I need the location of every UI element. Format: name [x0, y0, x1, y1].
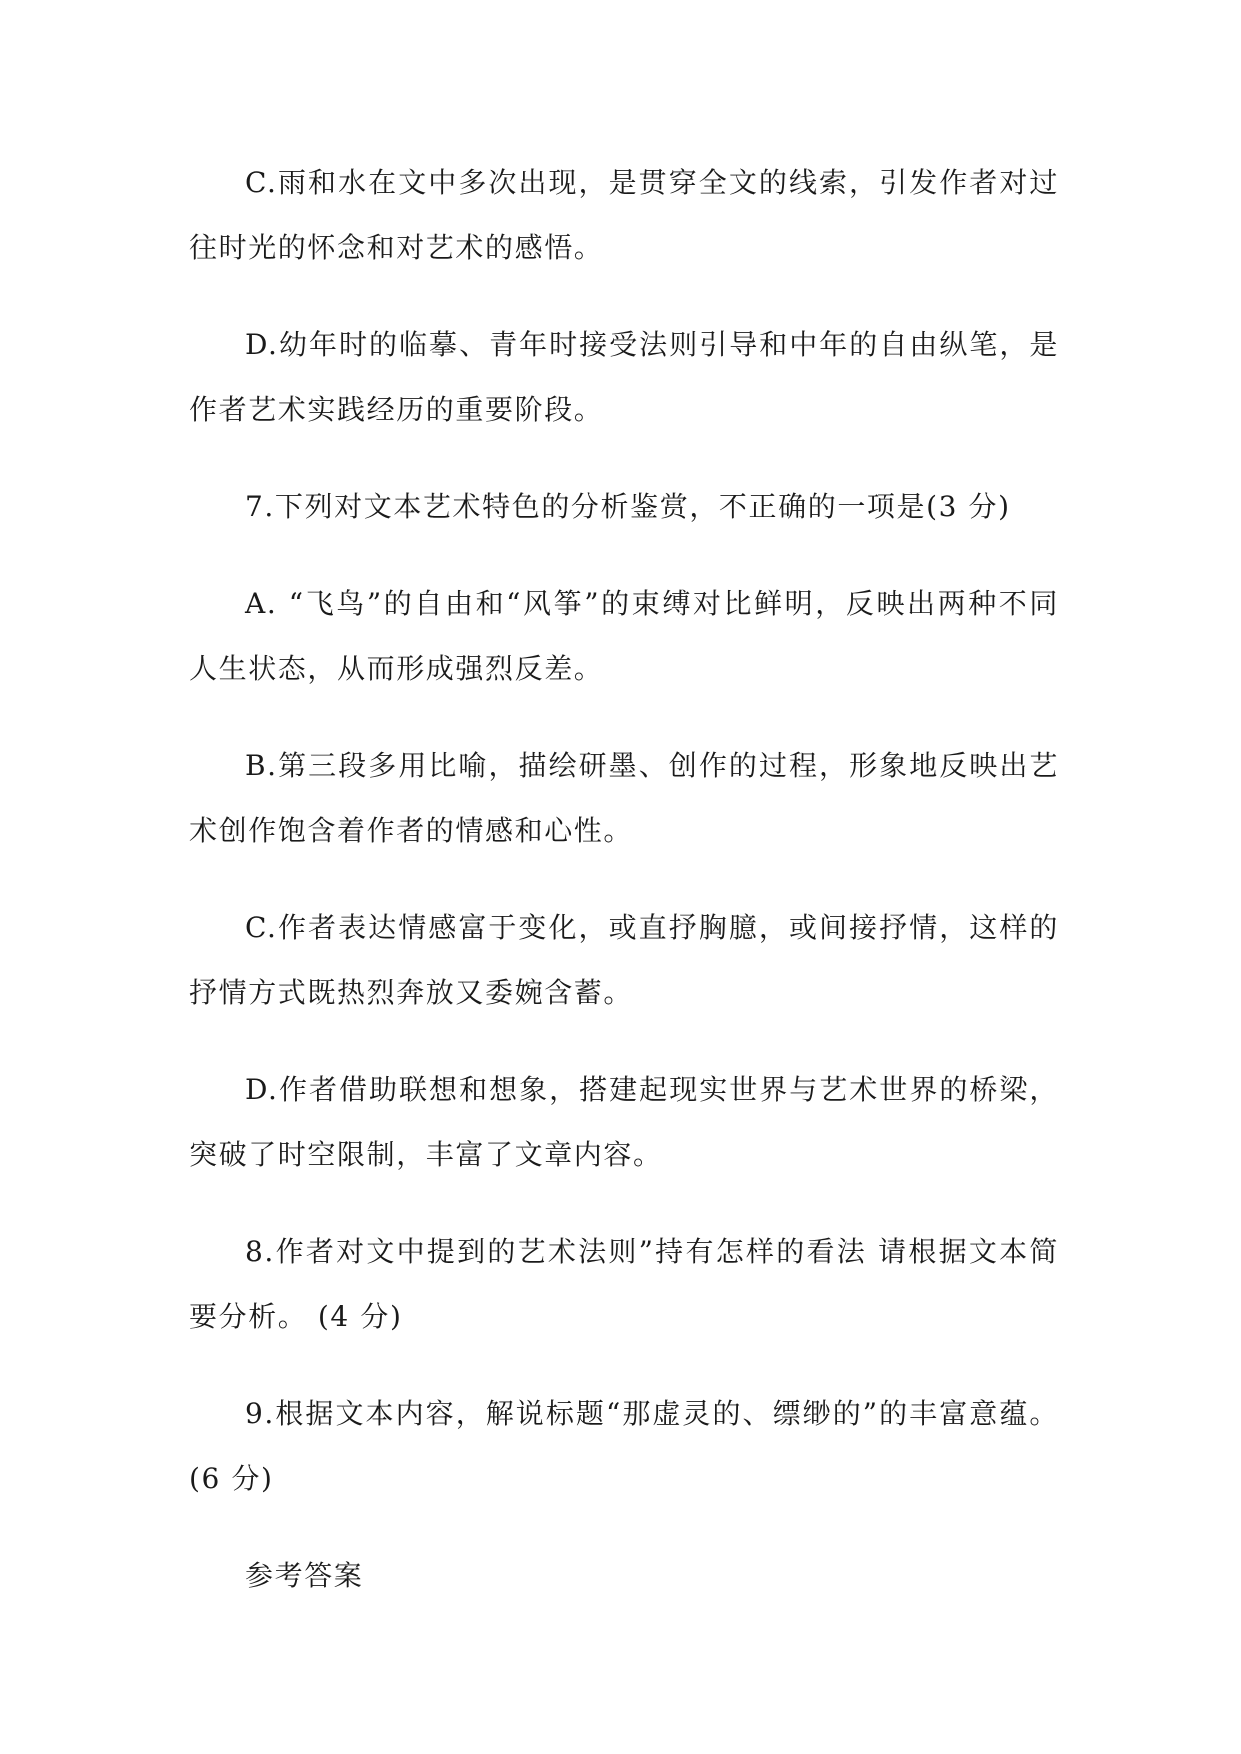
question-7-option-a: A. “飞鸟”的自由和“风筝”的束缚对比鲜明，反映出两种不同人生状态，从而形成强烈反差。: [189, 587, 1059, 685]
document-body: [189, 150, 1059, 1640]
question-7-option-b: B.第三段多用比喻，描绘研墨、创作的过程，形象地反映出艺术创作饱含着作者的情感和心性。: [189, 749, 1059, 847]
question-7: 7.下列对文本艺术特色的分析鉴赏，不正确的一项是(3 分): [245, 490, 1011, 523]
question-7-option-d: D.作者借助联想和想象，搭建起现实世界与艺术世界的桥梁，突破了时空限制，丰富了文章内容。: [189, 1073, 1059, 1171]
paragraph-option-d: D.幼年时的临摹、青年时接受法则引导和中年的自由纵笔，是作者艺术实践经历的重要阶段。: [189, 328, 1059, 426]
question-7-option-c: C.作者表达情感富于变化，或直抒胸臆，或间接抒情，这样的抒情方式既热烈奔放又委婉含蓄。: [189, 911, 1059, 1009]
paragraph-option-c: C.雨和水在文中多次出现，是贯穿全文的线索，引发作者对过往时光的怀念和对艺术的感悟。: [189, 166, 1059, 264]
answer-heading: 参考答案: [245, 1559, 364, 1592]
question-8: 8.作者对文中提到的艺术法则”持有怎样的看法 请根据文本简要分析。 (4 分): [189, 1235, 1059, 1333]
question-9: 9.根据文本内容，解说标题“那虚灵的、缥缈的”的丰富意蕴。 (6 分): [189, 1397, 1059, 1495]
